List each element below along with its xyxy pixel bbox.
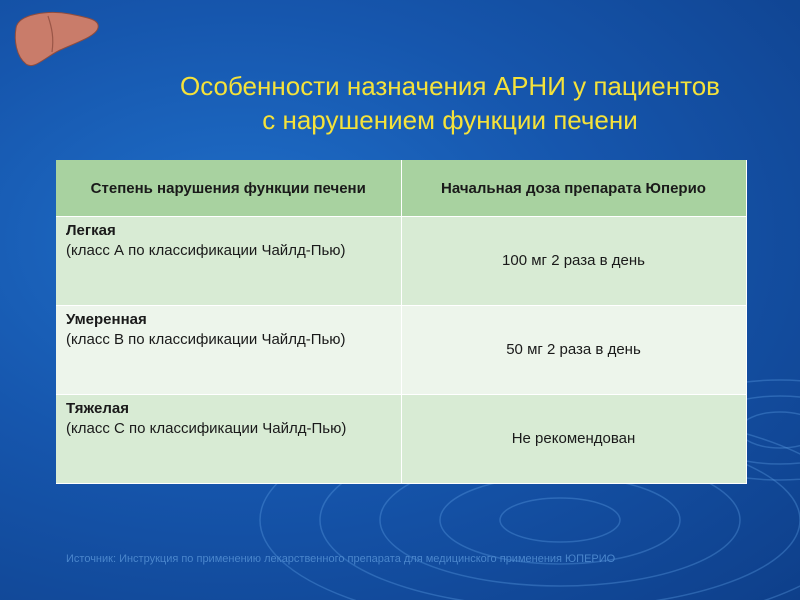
table-row (56, 395, 746, 484)
header-dose: Начальная доза препарата Юперио (401, 160, 746, 217)
dosage-table (56, 160, 747, 484)
table-header-row (56, 160, 746, 217)
severity-label: Тяжелая (66, 400, 129, 417)
dose-cell: 50 мг 2 раза в день (401, 306, 746, 395)
table-row (56, 306, 746, 395)
page-title (110, 69, 790, 137)
title-line-2: с нарушением функции печени (262, 105, 638, 136)
classification-label: (класс А по классификации Чайлд-Пью) (66, 242, 346, 259)
classification-label: (класс С по классификации Чайлд-Пью) (66, 420, 347, 437)
title-line-1: Особенности назначения АРНИ у пациентов (179, 71, 720, 102)
severity-cell (56, 306, 401, 395)
severity-cell (56, 395, 401, 484)
severity-label: Легкая (66, 222, 116, 239)
source-note: Источник: Инструкция по применению лекарственного препарата для медицинского применения ЮПЕРИО (66, 553, 616, 565)
severity-cell (56, 217, 401, 306)
liver-icon (8, 6, 104, 78)
header-severity: Степень нарушения функции печени (56, 160, 401, 217)
dose-cell: Не рекомендован (401, 395, 746, 484)
dose-cell: 100 мг 2 раза в день (401, 217, 746, 306)
severity-label: Умеренная (66, 311, 147, 328)
classification-label: (класс В по классификации Чайлд-Пью) (66, 331, 346, 348)
table-row (56, 217, 746, 306)
